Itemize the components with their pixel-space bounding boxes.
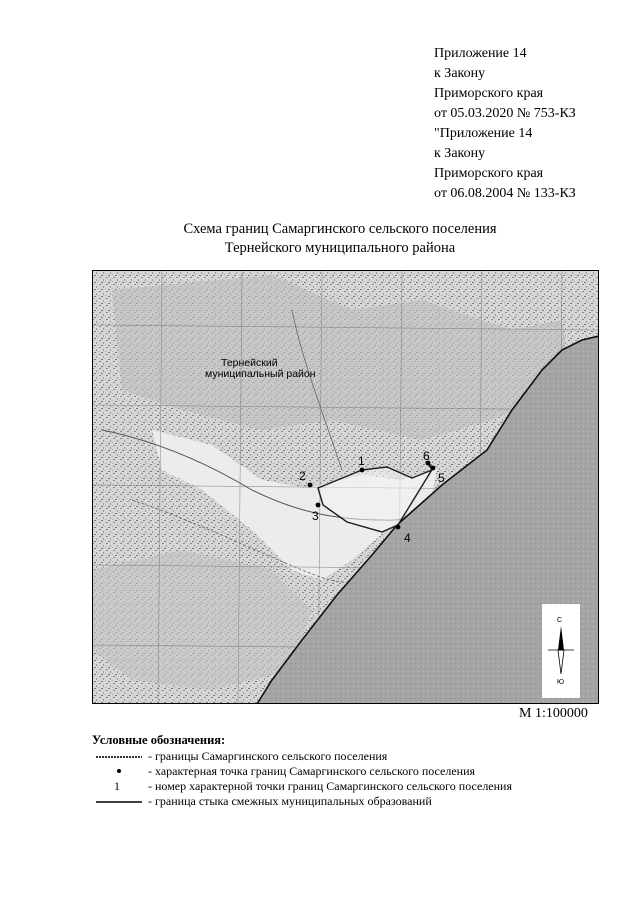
point-label-5: 5 [438,471,445,485]
boundary-point-5 [431,466,436,471]
compass-rose [542,604,580,698]
appendix-current-line1: Приложение 14 [434,46,527,61]
point-dot-icon [92,764,148,779]
legend-title: Условные обозначения: [92,733,226,747]
map-title-line1: Схема границ Самаргинского сельского поселения [183,221,497,237]
district-label-line2: муниципальный район [205,368,316,380]
point-label-1: 1 [358,454,365,468]
point-label-2: 2 [299,469,306,483]
boundary-point-4 [396,525,401,530]
legend-row-point [92,764,476,779]
appendix-current-line2: к Закону [434,66,486,81]
appendix-current-line3: Приморского края [434,86,544,101]
boundary-point-2 [308,483,313,488]
legend-row-junction [92,794,432,809]
legend-text-point: - характерная точка границ Самаргинского сельского поселения [148,764,476,778]
map-title-line2: Тернейского муниципального района [224,240,456,256]
appendix-original-block [434,124,634,204]
point-label-3: 3 [312,509,319,523]
point-label-6: 6 [423,449,430,463]
appendix-original-line2: к Закону [434,146,486,161]
appendix-current-line4: от 05.03.2020 № 753-КЗ [434,106,576,121]
appendix-original-line1: "Приложение 14 [434,126,533,141]
compass-south-label: Ю [557,679,565,686]
legend-text-boundary: - границы Самаргинского сельского поселения [148,749,388,763]
compass-north-label: С [557,617,563,624]
legend [92,733,512,809]
boundary-point-3 [316,503,321,508]
legend-row-boundary [92,749,388,764]
legend-row-number [92,779,512,794]
boundary-line-icon [92,749,148,764]
appendix-original-line4: от 06.08.2004 № 133-КЗ [434,186,576,201]
point-label-4: 4 [404,531,411,545]
point-number-symbol: 1 [114,779,120,793]
district-label-line1: Тернейский [221,357,278,369]
legend-text-junction: - граница стыка смежных муниципальных образований [148,794,432,808]
boundary-point-1 [360,468,365,473]
map-scale: М 1:100000 [519,706,588,721]
appendix-original-line3: Приморского края [434,166,544,181]
boundary-map [92,270,599,704]
appendix-current-block [434,44,634,124]
legend-text-number: - номер характерной точки границ Самаргинского сельского поселения [148,779,512,793]
junction-line-icon [92,794,148,809]
